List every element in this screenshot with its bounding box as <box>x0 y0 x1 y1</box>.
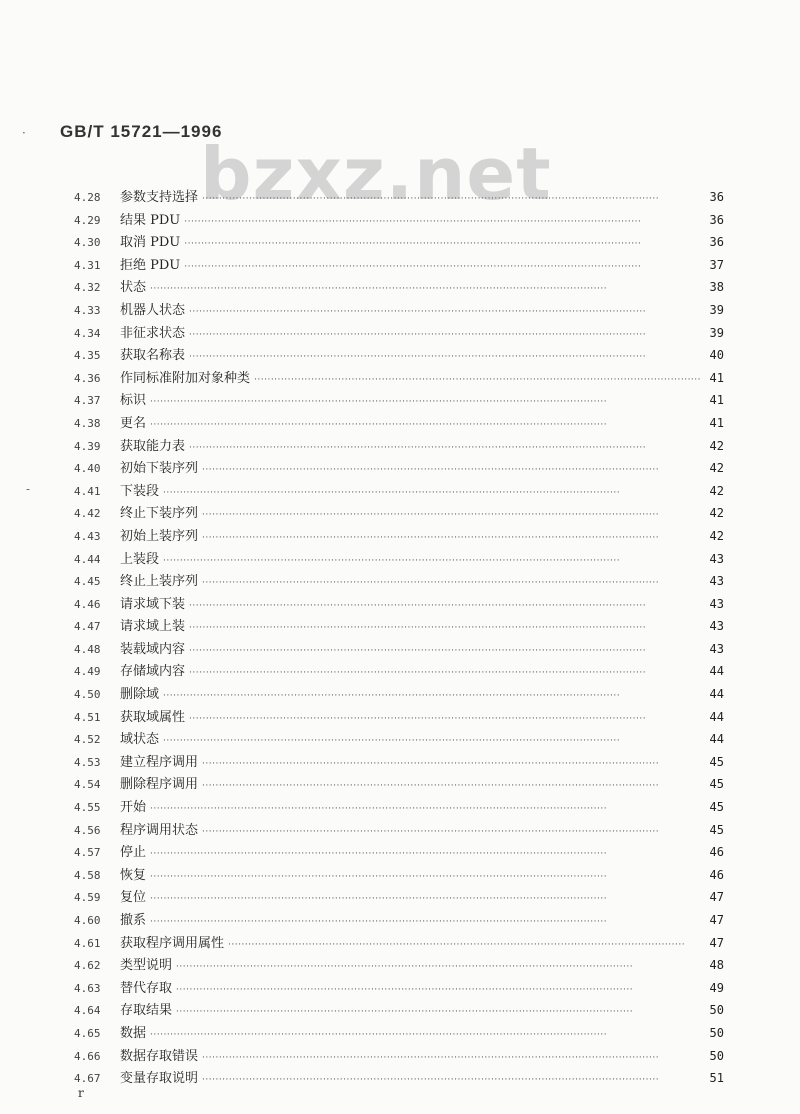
toc-section-number: 4.48 <box>74 642 101 656</box>
toc-section-number: 4.62 <box>74 959 101 973</box>
toc-page-number: 46 <box>709 845 724 860</box>
toc-entry <box>74 389 724 412</box>
toc-section-number: 4.43 <box>74 529 101 543</box>
watermark-text: bzxz.net <box>200 132 552 216</box>
toc-section-number: 4.64 <box>74 1004 101 1018</box>
toc-section-number: 4.67 <box>74 1072 101 1086</box>
toc-section-title: 请求域下装 <box>120 596 186 612</box>
toc-leader-dots <box>189 301 700 324</box>
toc-page-number: 45 <box>709 777 724 792</box>
toc-entry <box>74 1067 724 1090</box>
toc-entry <box>74 231 724 254</box>
toc-leader-dots <box>163 550 700 573</box>
toc-page-number: 36 <box>709 235 724 250</box>
toc-section-number: 4.41 <box>74 484 101 498</box>
toc-section-title: 机器人状态 <box>120 302 186 318</box>
toc-section-title: 终止下装序列 <box>120 506 199 522</box>
toc-section-title: 存储域内容 <box>120 664 186 680</box>
toc-page-number: 45 <box>709 822 724 837</box>
toc-entry <box>74 706 724 729</box>
toc-entry <box>74 322 724 345</box>
toc-page-number: 41 <box>709 393 724 408</box>
toc-leader-dots <box>163 685 700 708</box>
toc-section-number: 4.54 <box>74 778 101 792</box>
toc-entry <box>74 344 724 367</box>
toc-entry <box>74 683 724 706</box>
toc-page-number: 36 <box>709 190 724 204</box>
toc-section-title: 恢复 <box>120 867 147 883</box>
toc-page-number: 42 <box>709 506 724 521</box>
toc-section-number: 4.59 <box>74 891 101 905</box>
toc-page-number: 45 <box>709 754 724 769</box>
toc-leader-dots <box>202 572 700 595</box>
toc-leader-dots <box>184 256 700 279</box>
toc-section-number: 4.29 <box>74 213 101 227</box>
toc-leader-dots <box>189 346 700 369</box>
toc-leader-dots <box>189 437 700 460</box>
toc-entry <box>74 773 724 796</box>
margin-mark: - <box>26 482 31 496</box>
toc-page-number: 40 <box>709 348 724 363</box>
toc-entry <box>74 864 724 887</box>
toc-section-title: 初始下装序列 <box>120 461 199 477</box>
toc-section-number: 4.31 <box>74 258 101 272</box>
toc-leader-dots <box>150 278 700 301</box>
toc-leader-dots <box>150 391 700 414</box>
toc-page-number: 43 <box>709 641 724 656</box>
toc-section-number: 4.63 <box>74 981 101 995</box>
toc-section-title: 结果 PDU <box>120 212 181 228</box>
toc-page-number: 44 <box>709 687 724 702</box>
toc-page-number: 41 <box>709 415 724 430</box>
toc-section-number: 4.36 <box>74 371 101 385</box>
toc-leader-dots <box>150 1024 700 1047</box>
toc-leader-dots <box>163 482 700 505</box>
toc-page-number: 42 <box>709 528 724 543</box>
toc-entry <box>74 502 724 525</box>
toc-section-number: 4.28 <box>74 191 101 204</box>
toc-section-title: 拒绝 PDU <box>120 257 181 273</box>
margin-mark: · <box>22 126 26 140</box>
toc-section-number: 4.60 <box>74 914 101 927</box>
toc-section-number: 4.58 <box>74 868 101 882</box>
toc-leader-dots <box>150 866 700 889</box>
toc-page-number: 36 <box>709 212 724 227</box>
toc-leader-dots <box>189 617 700 640</box>
toc-entry <box>74 276 724 299</box>
toc-leader-dots <box>202 1047 700 1070</box>
toc-section-title: 替代存取 <box>120 980 173 996</box>
toc-entry <box>74 593 724 616</box>
toc-page-number: 50 <box>709 1048 724 1063</box>
table-of-contents <box>74 186 724 1090</box>
toc-leader-dots <box>202 527 700 550</box>
page-marker: r <box>78 1086 84 1100</box>
toc-section-number: 4.56 <box>74 823 101 837</box>
toc-entry <box>74 819 724 842</box>
toc-page-number: 47 <box>709 890 724 905</box>
toc-entry <box>74 977 724 1000</box>
toc-section-number: 4.40 <box>74 462 101 476</box>
toc-leader-dots <box>189 324 700 347</box>
toc-page-number: 46 <box>709 867 724 882</box>
toc-page-number: 48 <box>709 958 724 973</box>
toc-leader-dots <box>202 1069 700 1092</box>
toc-section-number: 4.53 <box>74 755 101 769</box>
toc-section-title: 获取程序调用属性 <box>120 935 225 951</box>
toc-entry <box>74 932 724 955</box>
toc-entry <box>74 660 724 683</box>
toc-section-title: 终止上装序列 <box>120 574 199 590</box>
toc-section-title: 装载域内容 <box>120 641 186 657</box>
toc-section-number: 4.39 <box>74 439 101 453</box>
toc-leader-dots <box>202 821 700 844</box>
toc-section-title: 状态 <box>120 280 147 296</box>
toc-leader-dots <box>150 843 700 866</box>
toc-section-number: 4.45 <box>74 575 101 589</box>
toc-section-title: 开始 <box>120 800 147 816</box>
toc-section-number: 4.50 <box>74 688 101 702</box>
toc-entry <box>74 728 724 751</box>
toc-section-title: 取消 PDU <box>120 235 181 251</box>
toc-section-title: 参数支持选择 <box>120 190 199 205</box>
standard-number: GB/T 15721—1996 <box>60 122 223 141</box>
toc-section-title: 复位 <box>120 890 147 906</box>
toc-section-number: 4.38 <box>74 416 101 430</box>
toc-page-number: 50 <box>709 1003 724 1018</box>
toc-section-title: 获取名称表 <box>120 348 186 364</box>
toc-entry <box>74 751 724 774</box>
toc-leader-dots <box>189 640 700 663</box>
toc-section-number: 4.52 <box>74 733 101 747</box>
toc-leader-dots <box>202 459 700 482</box>
toc-entry <box>74 615 724 638</box>
toc-section-title: 非征求状态 <box>120 325 186 341</box>
toc-page-number: 42 <box>709 438 724 453</box>
toc-leader-dots <box>150 414 700 437</box>
toc-section-number: 4.44 <box>74 552 101 566</box>
toc-section-title: 下装段 <box>120 483 160 499</box>
toc-page-number: 47 <box>709 913 724 927</box>
toc-leader-dots <box>202 188 700 211</box>
toc-section-title: 停止 <box>120 845 147 861</box>
toc-entry <box>74 909 724 932</box>
toc-leader-dots <box>189 708 700 731</box>
toc-page-number: 38 <box>709 280 724 295</box>
toc-leader-dots <box>202 504 700 527</box>
toc-page-number: 39 <box>709 325 724 340</box>
toc-section-number: 4.47 <box>74 620 101 634</box>
toc-section-title: 作同标准附加对象种类 <box>120 370 251 386</box>
toc-section-number: 4.35 <box>74 349 101 363</box>
toc-leader-dots <box>254 369 700 392</box>
toc-page-number: 39 <box>709 302 724 317</box>
toc-page-number: 43 <box>709 574 724 589</box>
toc-section-title: 上装段 <box>120 551 160 567</box>
toc-entry <box>74 999 724 1022</box>
toc-section-title: 类型说明 <box>120 958 173 974</box>
toc-entry <box>74 1022 724 1045</box>
toc-entry <box>74 638 724 661</box>
toc-leader-dots <box>184 211 700 234</box>
toc-section-number: 4.42 <box>74 507 101 521</box>
toc-page-number: 44 <box>709 664 724 679</box>
toc-page-number: 49 <box>709 980 724 995</box>
toc-leader-dots <box>184 233 700 256</box>
toc-section-title: 请求域上装 <box>120 619 186 635</box>
toc-section-title: 程序调用状态 <box>120 822 199 838</box>
toc-page-number: 37 <box>709 257 724 272</box>
toc-section-title: 获取域属性 <box>120 709 186 725</box>
toc-section-title: 获取能力表 <box>120 438 186 454</box>
toc-section-title: 更名 <box>120 415 147 431</box>
toc-leader-dots <box>150 911 700 934</box>
toc-entry <box>74 412 724 435</box>
toc-page-number: 43 <box>709 551 724 566</box>
toc-page-number: 43 <box>709 619 724 634</box>
toc-section-title: 数据存取错误 <box>120 1048 199 1064</box>
toc-section-title: 变量存取说明 <box>120 1071 199 1087</box>
toc-section-title: 删除程序调用 <box>120 777 199 793</box>
toc-page-number: 42 <box>709 483 724 498</box>
toc-section-title: 数据 <box>120 1025 147 1041</box>
toc-entry <box>74 796 724 819</box>
toc-page-number: 42 <box>709 461 724 476</box>
toc-section-number: 4.30 <box>74 236 101 250</box>
toc-entry <box>74 254 724 277</box>
toc-entry <box>74 367 724 390</box>
toc-leader-dots <box>176 956 700 979</box>
toc-leader-dots <box>150 888 700 911</box>
toc-leader-dots <box>202 775 700 798</box>
toc-leader-dots <box>189 662 700 685</box>
toc-leader-dots <box>176 1001 700 1024</box>
toc-entry <box>74 954 724 977</box>
toc-section-title: 标识 <box>120 393 147 409</box>
toc-section-title: 初始上装序列 <box>120 528 199 544</box>
toc-section-title: 建立程序调用 <box>120 754 199 770</box>
toc-section-title: 撤系 <box>120 913 147 928</box>
toc-page-number: 50 <box>709 1025 724 1040</box>
toc-entry <box>74 457 724 480</box>
toc-page-number: 43 <box>709 596 724 611</box>
toc-entry <box>74 1045 724 1068</box>
toc-section-number: 4.34 <box>74 326 101 340</box>
toc-page-number: 44 <box>709 709 724 724</box>
toc-section-number: 4.49 <box>74 665 101 679</box>
toc-section-number: 4.37 <box>74 394 101 408</box>
toc-section-number: 4.46 <box>74 597 101 611</box>
toc-page-number: 44 <box>709 732 724 747</box>
toc-section-number: 4.65 <box>74 1026 101 1040</box>
toc-entry <box>74 841 724 864</box>
toc-leader-dots <box>150 798 700 821</box>
toc-entry <box>74 299 724 322</box>
toc-section-number: 4.32 <box>74 281 101 295</box>
toc-section-number: 4.33 <box>74 303 101 317</box>
toc-entry <box>74 525 724 548</box>
toc-page-number: 51 <box>709 1071 724 1086</box>
toc-entry <box>74 209 724 232</box>
toc-leader-dots <box>228 934 700 957</box>
toc-section-number: 4.66 <box>74 1049 101 1063</box>
toc-leader-dots <box>176 979 700 1002</box>
toc-section-number: 4.57 <box>74 846 101 860</box>
toc-leader-dots <box>163 730 700 753</box>
toc-section-title: 域状态 <box>120 732 160 748</box>
toc-entry <box>74 480 724 503</box>
toc-entry <box>74 435 724 458</box>
toc-entry <box>74 186 724 209</box>
toc-section-number: 4.55 <box>74 801 101 815</box>
toc-section-title: 存取结果 <box>120 1003 173 1019</box>
toc-section-number: 4.61 <box>74 936 101 950</box>
toc-section-title: 删除域 <box>120 687 160 703</box>
toc-entry <box>74 570 724 593</box>
toc-page-number: 45 <box>709 800 724 815</box>
toc-page-number: 41 <box>709 370 724 385</box>
toc-leader-dots <box>189 595 700 618</box>
toc-page-number: 47 <box>709 935 724 950</box>
toc-entry <box>74 886 724 909</box>
toc-entry <box>74 548 724 571</box>
toc-section-number: 4.51 <box>74 710 101 724</box>
toc-leader-dots <box>202 753 700 776</box>
